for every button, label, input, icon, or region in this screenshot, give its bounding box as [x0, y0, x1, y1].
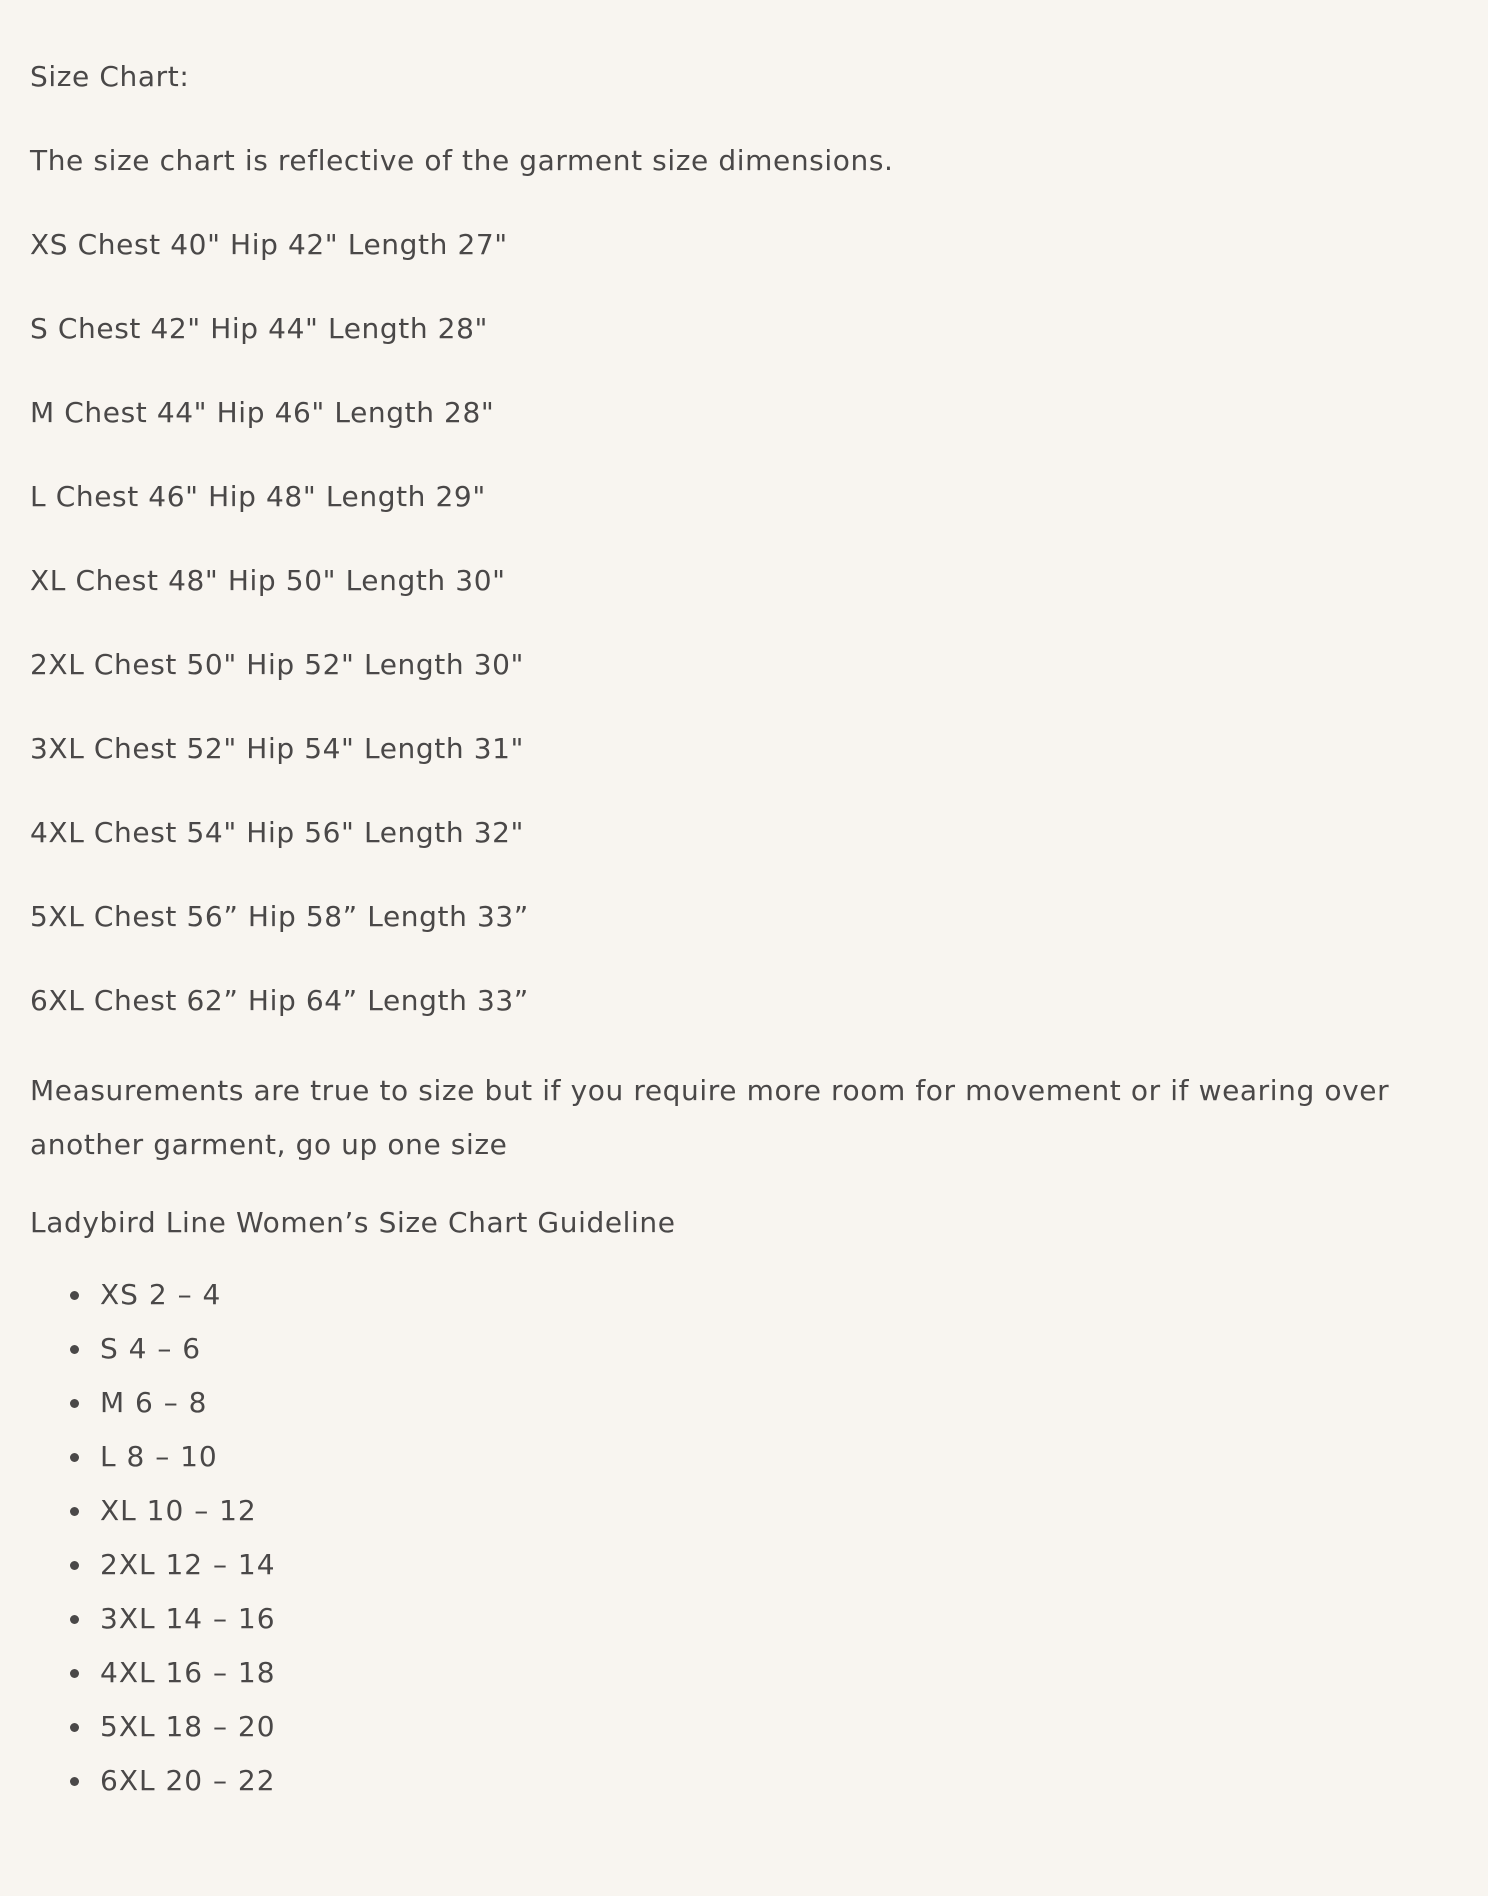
- size-row-s: S Chest 42" Hip 44" Length 28": [30, 312, 488, 345]
- size-chart-heading: Size Chart:: [30, 60, 190, 93]
- size-row-xl: XL Chest 48" Hip 50" Length 30": [30, 564, 506, 597]
- list-item-text: 6XL 20 – 22: [100, 1764, 276, 1797]
- guideline-title: Ladybird Line Women’s Size Chart Guideline: [30, 1206, 676, 1239]
- list-item: [70, 1268, 1458, 1322]
- size-row-6xl: 6XL Chest 62” Hip 64” Length 33”: [30, 984, 529, 1017]
- list-item-text: 3XL 14 – 16: [100, 1602, 276, 1635]
- list-item-text: L 8 – 10: [100, 1440, 218, 1473]
- list-item-text: 4XL 16 – 18: [100, 1656, 276, 1689]
- list-item-text: 2XL 12 – 14: [100, 1548, 276, 1581]
- bullet-icon: [70, 1615, 79, 1624]
- bullet-icon: [70, 1777, 79, 1786]
- list-item: [70, 1646, 1458, 1700]
- list-item: [70, 1322, 1458, 1376]
- list-item: [70, 1430, 1458, 1484]
- list-item: [70, 1592, 1458, 1646]
- list-item-text: S 4 – 6: [100, 1332, 202, 1365]
- bullet-icon: [70, 1507, 79, 1516]
- list-item-text: XL 10 – 12: [100, 1494, 257, 1527]
- size-chart-intro: The size chart is reflective of the garment size dimensions.: [30, 144, 894, 177]
- fit-note: Measurements are true to size but if you require more room for movement or if wearing over another garment, go up one size: [30, 1074, 1390, 1161]
- size-row-3xl: 3XL Chest 52" Hip 54" Length 31": [30, 732, 524, 765]
- list-item: [70, 1538, 1458, 1592]
- list-item: [70, 1376, 1458, 1430]
- bullet-icon: [70, 1399, 79, 1408]
- bullet-icon: [70, 1291, 79, 1300]
- size-row-xs: XS Chest 40" Hip 42" Length 27": [30, 228, 508, 261]
- size-row-m: M Chest 44" Hip 46" Length 28": [30, 396, 495, 429]
- list-item: [70, 1484, 1458, 1538]
- list-item: [70, 1754, 1458, 1808]
- size-row-4xl: 4XL Chest 54" Hip 56" Length 32": [30, 816, 524, 849]
- size-row-l: L Chest 46" Hip 48" Length 29": [30, 480, 486, 513]
- list-item-text: XS 2 – 4: [100, 1278, 222, 1311]
- list-item: [70, 1700, 1458, 1754]
- bullet-icon: [70, 1561, 79, 1570]
- bullet-icon: [70, 1723, 79, 1732]
- bullet-icon: [70, 1453, 79, 1462]
- bullet-icon: [70, 1669, 79, 1678]
- size-row-2xl: 2XL Chest 50" Hip 52" Length 30": [30, 648, 524, 681]
- list-item-text: M 6 – 8: [100, 1386, 208, 1419]
- bullet-icon: [70, 1345, 79, 1354]
- guideline-list: [30, 1268, 1458, 1808]
- list-item-text: 5XL 18 – 20: [100, 1710, 276, 1743]
- size-row-5xl: 5XL Chest 56” Hip 58” Length 33”: [30, 900, 529, 933]
